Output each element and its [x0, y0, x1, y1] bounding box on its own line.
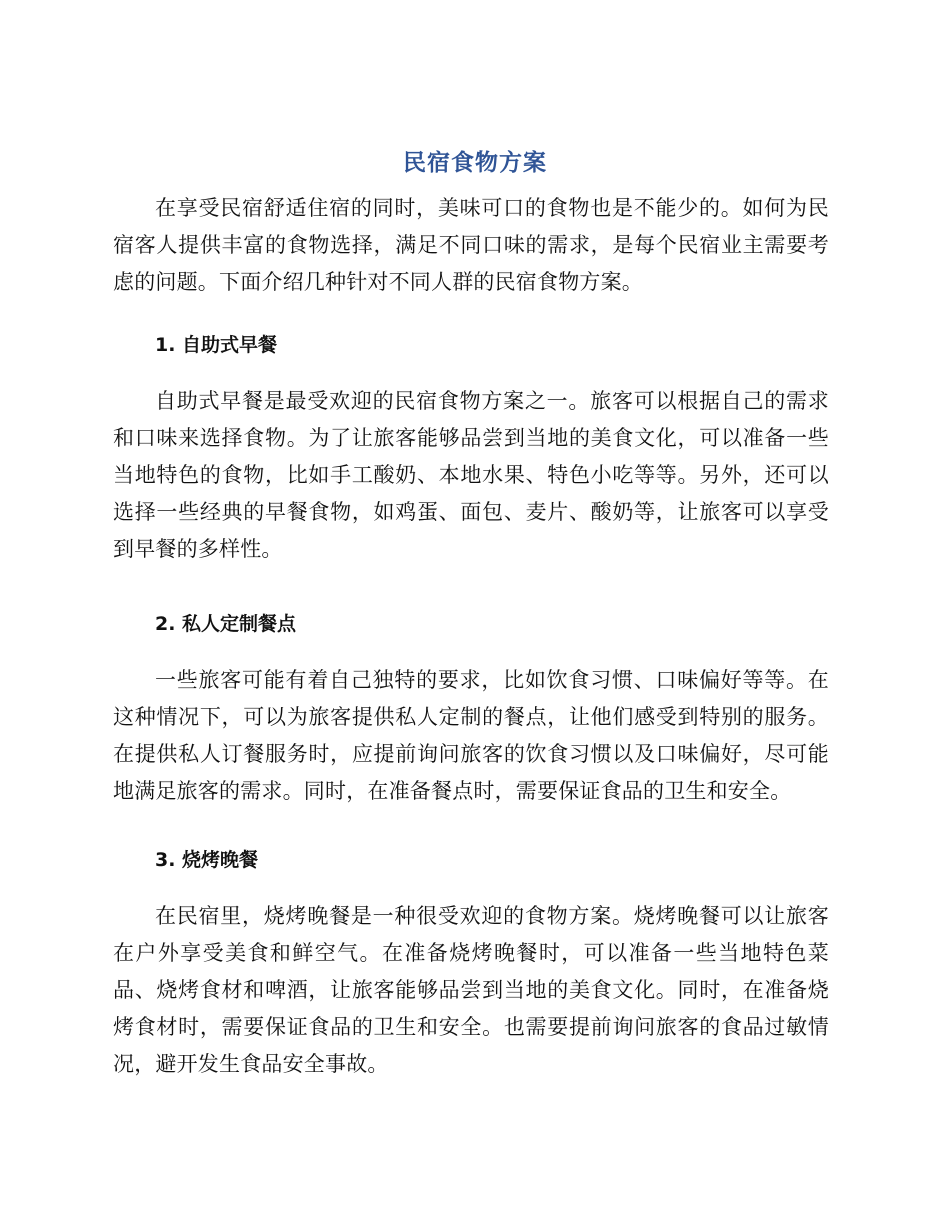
section-body-custom-meal: 一些旅客可能有着自己独特的要求，比如饮食习惯、口味偏好等等。在这种情况下，可以为旅客提供私人定制的餐点，让他们感受到特别的服务。在提供私人订餐服务时，应提前询问旅客的饮食习惯以及口味偏好，尽可能地满足旅客的需求。同时，在准备餐点时，需要保证食品的卫生和安全。	[113, 668, 829, 803]
intro-paragraph: 在享受民宿舒适住宿的同时，美味可口的食物也是不能少的。如何为民宿客人提供丰富的食物选择，满足不同口味的需求，是每个民宿业主需要考虑的问题。下面介绍几种针对不同人群的民宿食物方案。	[113, 196, 829, 294]
section-heading-bbq-dinner: 3. 烧烤晚餐	[155, 849, 259, 871]
section-body-bbq-dinner: 在民宿里，烧烤晚餐是一种很受欢迎的食物方案。烧烤晚餐可以让旅客在户外享受美食和鲜空气。在准备烧烤晚餐时，可以准备一些当地特色菜品、烧烤食材和啤酒，让旅客能够品尝到当地的美食文化。同时，在准备烧烤食材时，需要保证食品的卫生和安全。也需要提前询问旅客的食品过敏情况，避开发生食品安全事故。	[113, 904, 829, 1076]
section-heading-custom-meal: 2. 私人定制餐点	[155, 613, 297, 635]
section-heading-breakfast: 1. 自助式早餐	[155, 334, 278, 356]
document-title: 民宿食物方案	[403, 150, 547, 176]
section-body-breakfast: 自助式早餐是最受欢迎的民宿食物方案之一。旅客可以根据自己的需求和口味来选择食物。为了让旅客能够品尝到当地的美食文化，可以准备一些当地特色的食物，比如手工酸奶、本地水果、特色小吃等等。另外，还可以选择一些经典的早餐食物，如鸡蛋、面包、麦片、酸奶等，让旅客可以享受到早餐的多样性。	[113, 389, 829, 561]
